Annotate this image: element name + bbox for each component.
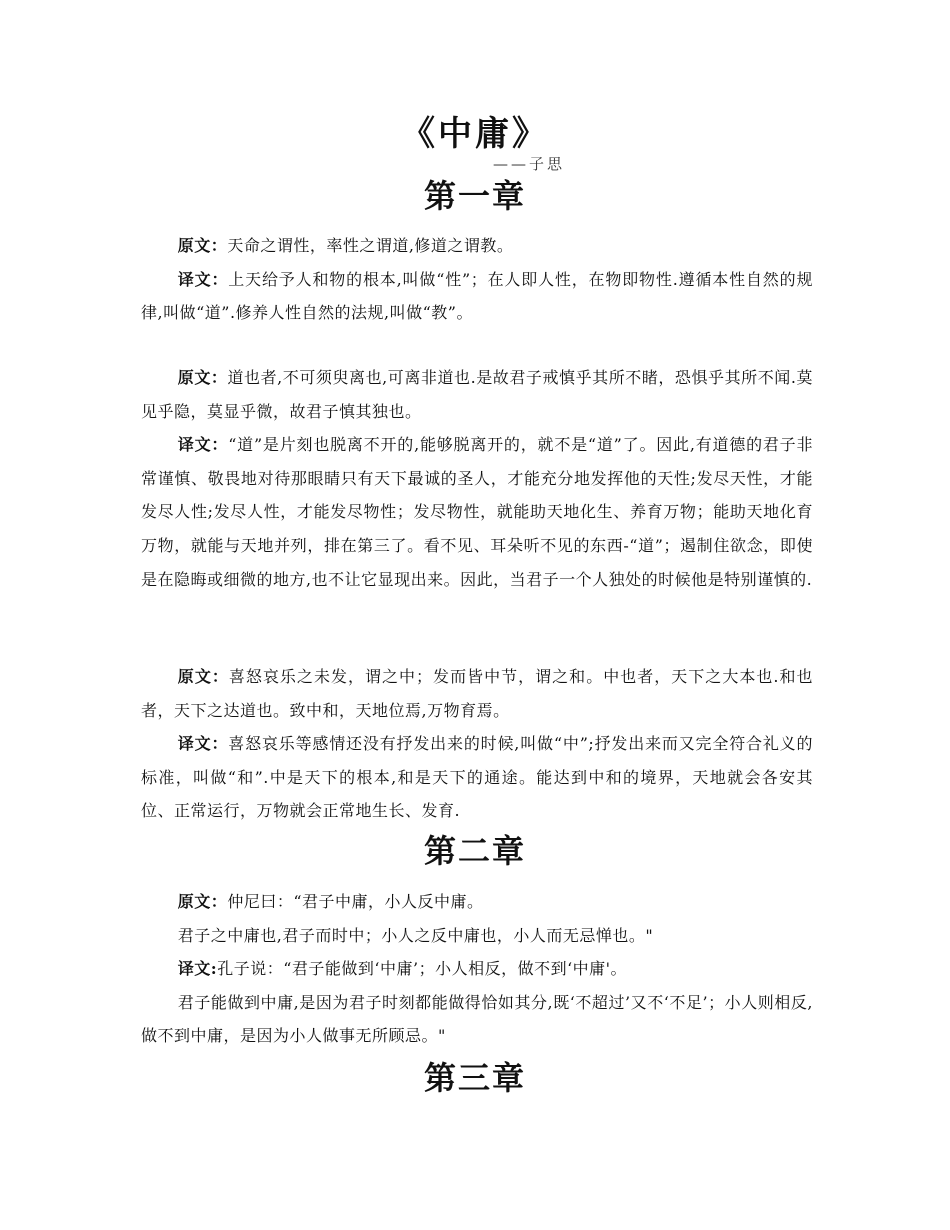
original-label: 原文： (177, 236, 228, 255)
translation-label: 译文： (177, 269, 229, 289)
translation-label: 译文： (177, 435, 229, 455)
original-text-continuation: 君子之中庸也,君子而时中；小人之反中庸也，小人而无忌惮也。" (177, 925, 654, 945)
document-title: 《中庸》 (401, 114, 549, 154)
original-text-paragraph (141, 660, 813, 727)
original-text: 喜怒哀乐之未发，谓之中；发而皆中节，谓之和。中也者，天下之大本也.和也者，天下之达道也。致中和，天地位焉,万物育焉。 (141, 667, 813, 720)
original-label: 原文： (177, 892, 228, 911)
translation-paragraph (141, 263, 813, 330)
translation-paragraph (141, 428, 813, 596)
chapter-2-section (141, 885, 813, 1053)
translation-paragraph (141, 727, 813, 828)
translation-label: 译文: (177, 959, 218, 979)
chapter-1-section-1 (141, 229, 813, 330)
original-text: 道也者,不可须臾离也,可离非道也.是故君子戒慎乎其所不睹，恐惧乎其所不闻.莫见乎隐，莫显乎微，故君子慎其独也。 (141, 368, 813, 421)
translation-continuation: 君子能做到中庸,是因为君子时刻都能做得恰如其分,既‘不超过’又不‘不足’；小人则相反,做不到中庸，是因为小人做事无所顾忌。" (141, 992, 813, 1046)
original-text: 仲尼曰：“君子中庸，小人反中庸。 (227, 892, 484, 911)
chapter-1-section-2 (141, 361, 813, 596)
translation-text: 上天给予人和物的根本,叫做“性”；在人即人性，在物即物性.遵循本性自然的规律,叫做“道”.修养人性自然的法规,叫做“教”。 (141, 269, 813, 323)
translation-text: 孔子说：“君子能做到‘中庸’；小人相反，做不到‘中庸'。 (217, 959, 628, 979)
original-text: 天命之谓性，率性之谓道,修道之谓教。 (227, 236, 514, 255)
chapter-3-heading: 第三章 (423, 1059, 526, 1097)
original-label: 原文： (177, 667, 229, 686)
chapter-1-heading: 第一章 (423, 177, 526, 215)
original-text-paragraph (141, 361, 813, 428)
author-line: ——子思 (493, 155, 566, 173)
chapter-1-section-3 (141, 660, 813, 828)
original-text-paragraph (141, 885, 813, 919)
original-label: 原文： (177, 368, 228, 387)
translation-paragraph (141, 952, 813, 986)
translation-text: 喜怒哀乐等感情还没有抒发出来的时候,叫做“中”;抒发出来而又完全符合礼义的标准，叫做“和”.中是天下的根本,和是天下的通途。能达到中和的境界，天地就会各安其位、正常运行，万物就会正常地生长、发育. (141, 734, 813, 821)
original-text-paragraph (141, 229, 813, 263)
translation-label: 译文： (177, 734, 229, 754)
chapter-2-heading: 第二章 (423, 832, 526, 870)
translation-text: “道”是片刻也脱离不开的,能够脱离开的，就不是“道”了。因此,有道德的君子非常谨慎、敬畏地对待那眼睛只有天下最诚的圣人，才能充分地发挥他的天性;发尽天性，才能发尽人性;发尽人性，才能发尽物性；发尽物性，就能助天地化生、养育万物；能助天地化育万物，就能与天地并列，排在第三了。看不见、耳朵听不见的东西-“道”；遏制住欲念，即使是在隐晦或细微的地方,也不让它显现出来。因此，当君子一个人独处的时候他是特别谨慎的. (141, 435, 813, 589)
